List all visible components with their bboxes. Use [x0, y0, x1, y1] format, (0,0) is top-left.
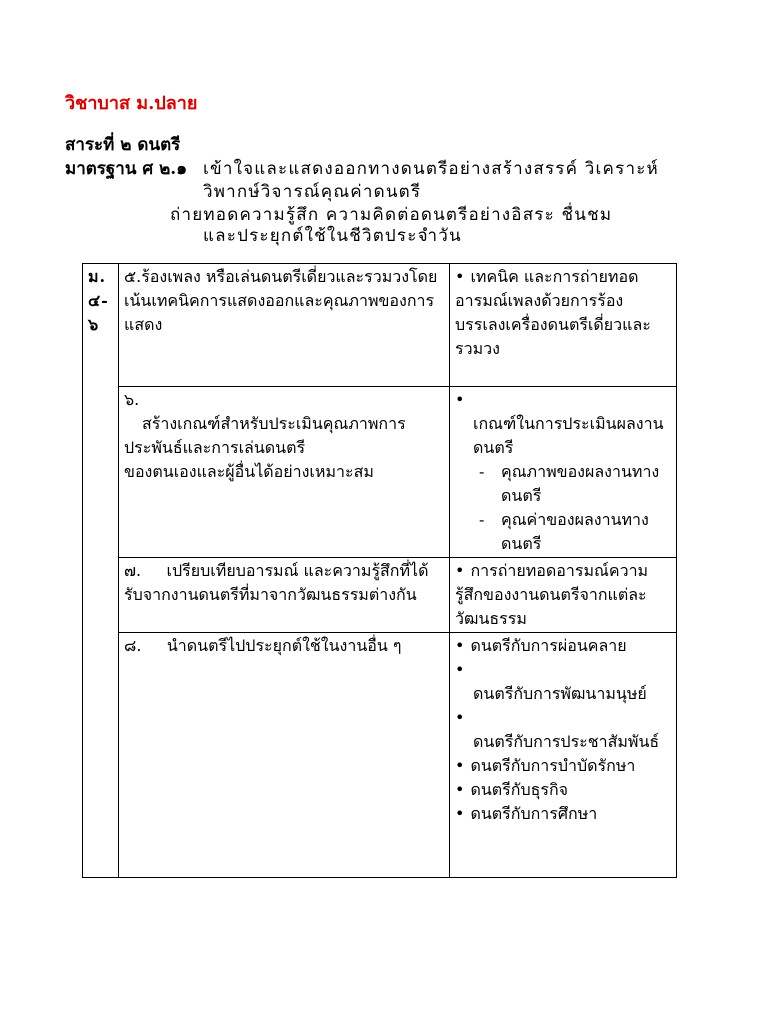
content-cell — [450, 558, 677, 633]
content-bullet: • การถ่ายทอดอารมณ์ความรู้สึกของงานดนตรีจากแต่ละวัฒนธรรม — [455, 559, 670, 631]
content-bullet: • ดนตรีกับธุรกิจ — [455, 778, 670, 802]
strand-heading: สาระที่ ๒ ดนตรี — [65, 135, 181, 155]
document-title: วิชาบาส ม.ปลาย — [65, 93, 198, 114]
table-row — [83, 558, 677, 633]
standard-line-4: และประยุกต์ใช้ในชีวิตประจำวัน — [203, 226, 462, 246]
content-text: ดนตรีกับการพัฒนามนุษย์ — [473, 684, 647, 703]
bullet-icon — [455, 388, 670, 412]
indicator-text: สร้างเกณฑ์สำหรับประเมินคุณภาพการประพันธ์และการเล่นดนตรี — [124, 414, 406, 457]
indicator-number: ๖. — [124, 390, 140, 409]
standard-line-2: วิพากษ์วิจารณ์คุณค่าดนตรี — [203, 182, 422, 202]
content-bullet: • ดนตรีกับการผ่อนคลาย — [455, 634, 670, 658]
standard-line-1: เข้าใจและแสดงออกทางดนตรีอย่างสร้างสรรค์ วิเคราะห์ — [203, 159, 659, 179]
grade-cell: ม.๔-๖ — [83, 264, 119, 878]
content-bullet: • เทคนิค และการถ่ายทอดอารมณ์เพลงด้วยการร้อง — [455, 265, 670, 313]
content-text: บรรเลงเครื่องดนตรีเดี่ยวและรวมวง — [455, 315, 651, 358]
indicator-text: ๕.ร้องเพลง หรือเล่นดนตรีเดี่ยวและรวมวงโดยเน้นเทคนิคการแสดงออกและคุณภาพของการแสดง — [124, 267, 438, 334]
content-cell — [450, 387, 677, 558]
indicator-text: ๘. นำดนตรีไปประยุกต์ใช้ในงานอื่น ๆ — [124, 636, 402, 655]
content-bullet: • ดนตรีกับการศึกษา — [455, 802, 670, 826]
indicator-cell — [119, 558, 450, 633]
content-text: เกณฑ์ในการประเมินผลงานดนตรี — [473, 414, 664, 457]
content-text: ดนตรีกับการประชาสัมพันธ์ — [473, 732, 660, 751]
indicator-cell — [119, 387, 450, 558]
indicator-cell — [119, 264, 450, 387]
table-row — [83, 387, 677, 558]
indicator-text: ๗. เปรียบเทียบอารมณ์ และความรู้สึกที่ได้รับจากงานดนตรีที่มาจากวัฒนธรรมต่างกัน — [124, 561, 429, 604]
content-sub-item: - คุณภาพของผลงานทางดนตรี — [455, 460, 670, 508]
bullet-icon — [455, 706, 670, 730]
standard-label: มาตรฐาน ศ ๒.๑ — [65, 159, 188, 179]
content-cell — [450, 633, 677, 878]
table-row — [83, 264, 677, 387]
bullet-icon — [455, 658, 670, 682]
content-cell — [450, 264, 677, 387]
content-sub-item: - คุณค่าของผลงานทางดนตรี — [455, 508, 670, 556]
standard-line-3: ถ่ายทอดความรู้สึก ความคิดต่อดนตรีอย่างอิสระ ชื่นชม — [170, 205, 613, 225]
indicator-cell — [119, 633, 450, 878]
indicator-text-more: ของตนเองและผู้อื่นได้อย่างเหมาะสม — [124, 462, 374, 481]
content-bullet: • ดนตรีกับการบำบัดรักษา — [455, 754, 670, 778]
table-row — [83, 633, 677, 878]
curriculum-table — [82, 263, 677, 878]
